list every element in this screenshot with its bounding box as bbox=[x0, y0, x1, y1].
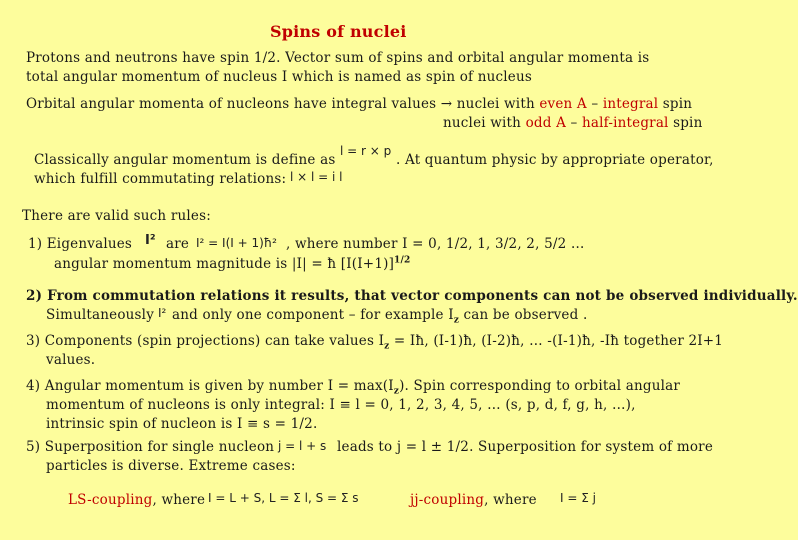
subscript-z: z bbox=[384, 341, 390, 352]
rule5-line-2: particles is diverse. Extreme cases: bbox=[46, 458, 296, 474]
jj-coupling-formula: I = Σ j bbox=[560, 491, 596, 505]
rule4-line-2: momentum of nucleons is only integral: I ≡ l = 0, 1, 2, 3, 4, 5, … (s, p, d, f, g, h, …), bbox=[46, 397, 636, 413]
commutation-formula: l × l = i l bbox=[290, 170, 343, 184]
j-superposition-formula: j = l + s bbox=[278, 439, 327, 453]
orbital-line-1 bbox=[26, 95, 692, 114]
classical-line-2: which fulfill commutating relations: bbox=[34, 171, 287, 187]
where-text: , where bbox=[484, 492, 537, 508]
where-text: , where bbox=[152, 492, 206, 508]
rule4-line-1 bbox=[26, 377, 680, 396]
ls-coupling bbox=[68, 491, 205, 510]
subscript-z: z bbox=[453, 315, 460, 326]
rule1-line-2 bbox=[54, 255, 410, 274]
orbital-text: ). Spin corresponding to orbital angular bbox=[399, 378, 681, 394]
jj-coupling-label: jj-coupling bbox=[410, 492, 485, 508]
rule2-a: Simultaneously bbox=[46, 307, 155, 323]
subscript-z: z bbox=[393, 386, 400, 397]
page-title: Spins of nuclei bbox=[270, 22, 407, 41]
dash: – bbox=[586, 96, 603, 112]
classical-line-1a: Classically angular momentum is define as bbox=[34, 152, 336, 168]
components-text: 3) Components (spin projections) can take values I bbox=[26, 333, 385, 349]
orbital-text: Orbital angular momenta of nucleons have integral values → nuclei with bbox=[26, 96, 540, 112]
rule5-b: leads to j = l ± 1/2. Superposition for system of more bbox=[337, 439, 714, 455]
eigenvalue-formula: I² = I(I + 1)ħ² bbox=[196, 236, 277, 250]
half-integral-highlight: half-integral bbox=[581, 115, 669, 131]
rule1-b: are bbox=[166, 236, 190, 252]
odd-a-highlight: odd A bbox=[525, 115, 567, 131]
component-text: and only one component – for example I bbox=[172, 307, 454, 323]
dash: – bbox=[566, 115, 582, 131]
rule4-line-3: intrinsic spin of nucleon is I ≡ s = 1/2. bbox=[46, 416, 318, 432]
rule2-line-1: 2) From commutation relations it results, that vector components can not be observed individually. bbox=[26, 288, 798, 304]
ls-coupling-label: LS-coupling bbox=[68, 492, 153, 508]
spin-word: spin bbox=[668, 115, 703, 131]
even-a-highlight: even A bbox=[539, 96, 587, 112]
spin-squared-formula: I² bbox=[158, 306, 167, 320]
intro-line-1: Protons and neutrons have spin 1/2. Vector sum of spins and orbital angular momenta is bbox=[26, 50, 650, 66]
intro-line-2: total angular momentum of nucleus I which is named as spin of nucleus bbox=[26, 69, 533, 85]
ls-coupling-formula: I = L + S, L = Σ l, S = Σ s bbox=[208, 491, 359, 505]
rule1-a: 1) Eigenvalues bbox=[28, 236, 133, 252]
nuclei-text: nuclei with bbox=[443, 115, 526, 131]
observed-text: can be observed . bbox=[459, 307, 588, 323]
rule1-c: , where number I = 0, 1/2, 1, 3/2, 2, 5/2 … bbox=[286, 236, 585, 252]
values-text: = Iħ, (I-1)ħ, (I-2)ħ, … -(I-1)ħ, -Iħ together 2I+1 bbox=[389, 333, 724, 349]
rule2-b bbox=[172, 306, 587, 325]
rule5-a: 5) Superposition for single nucleon bbox=[26, 439, 275, 455]
classical-line-1b: . At quantum physic by appropriate operator, bbox=[396, 152, 714, 168]
integral-highlight: integral bbox=[602, 96, 659, 112]
angular-momentum-definition-formula: l = r × p bbox=[340, 144, 392, 158]
spin-operator-formula: I² bbox=[145, 233, 156, 248]
max-text: 4) Angular momentum is given by number I = max(I bbox=[26, 378, 394, 394]
magnitude-text: angular momentum magnitude is |I| = ħ [I(I+1)] bbox=[54, 256, 395, 272]
rules-heading: There are valid such rules: bbox=[22, 208, 211, 224]
rule3-line-2: values. bbox=[46, 352, 96, 368]
exponent: 1/2 bbox=[394, 255, 411, 266]
jj-coupling bbox=[410, 491, 537, 510]
orbital-line-2 bbox=[443, 114, 702, 133]
rule3-line-1 bbox=[26, 332, 723, 351]
spin-word: spin bbox=[658, 96, 693, 112]
